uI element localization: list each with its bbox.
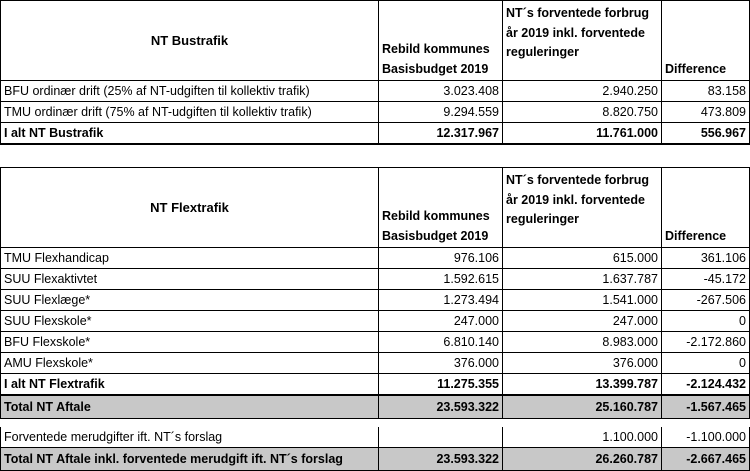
nt-value: 615.000 — [503, 248, 662, 269]
row-label: TMU ordinær drift (75% af NT-udgiften til kollektiv trafik) — [1, 102, 379, 123]
nt-value: 11.761.000 — [503, 123, 662, 145]
difference-value: -267.506 — [662, 290, 750, 311]
table-row — [1, 269, 750, 290]
nt-value: 1.541.000 — [503, 290, 662, 311]
flex-header-row — [1, 168, 750, 248]
row-label: Total NT Aftale — [1, 395, 379, 419]
nt-value: 1.637.787 — [503, 269, 662, 290]
table-row — [1, 353, 750, 374]
row-label: I alt NT Bustrafik — [1, 123, 379, 145]
table-row — [1, 311, 750, 332]
row-label: AMU Flexskole* — [1, 353, 379, 374]
spacer-row — [1, 419, 750, 428]
spacer-row — [1, 144, 750, 168]
column-header-diff — [662, 168, 750, 248]
table-row — [1, 290, 750, 311]
budget-value: 376.000 — [379, 353, 503, 374]
bus-header-row — [1, 1, 750, 81]
row-label: SUU Flexskole* — [1, 311, 379, 332]
column-header-diff — [662, 1, 750, 81]
budget-value: 1.273.494 — [379, 290, 503, 311]
difference-value: -2.172.860 — [662, 332, 750, 353]
flex-total-row — [1, 374, 750, 396]
nt-value: 376.000 — [503, 353, 662, 374]
budget-value: 11.275.355 — [379, 374, 503, 396]
row-label: TMU Flexhandicap — [1, 248, 379, 269]
bus-total-row — [1, 123, 750, 145]
nt-value: 26.260.787 — [503, 448, 662, 471]
nt-value: 25.160.787 — [503, 395, 662, 419]
budget-value: 9.294.559 — [379, 102, 503, 123]
budget-value: 23.593.322 — [379, 448, 503, 471]
column-header-text: Rebild kommunes Basisbudget 2019 — [382, 42, 490, 76]
section-title: NT Bustrafik — [1, 1, 379, 81]
difference-value: -1.567.465 — [662, 395, 750, 419]
table-row — [1, 81, 750, 102]
column-header-nt — [503, 1, 662, 81]
row-label: BFU ordinær drift (25% af NT-udgiften til kollektiv trafik) — [1, 81, 379, 102]
table-row — [1, 102, 750, 123]
budget-value: 976.106 — [379, 248, 503, 269]
budget-value: 23.593.322 — [379, 395, 503, 419]
row-label: I alt NT Flextrafik — [1, 374, 379, 396]
column-header-text: Difference — [665, 228, 727, 243]
difference-value: -2.667.465 — [662, 448, 750, 471]
grand-total-row — [1, 395, 750, 419]
budget-value: 1.592.615 — [379, 269, 503, 290]
budget-value: 247.000 — [379, 311, 503, 332]
column-header-nt — [503, 168, 662, 248]
difference-value: 83.158 — [662, 81, 750, 102]
budget-value: 6.810.140 — [379, 332, 503, 353]
nt-value: 247.000 — [503, 311, 662, 332]
nt-value: 8.820.750 — [503, 102, 662, 123]
column-header-text: Difference — [665, 61, 727, 76]
extra-cost-row — [1, 427, 750, 448]
table-row — [1, 248, 750, 269]
budget-value: 12.317.967 — [379, 123, 503, 145]
nt-value: 1.100.000 — [503, 427, 662, 448]
column-header-budget — [379, 168, 503, 248]
section-title: NT Flextrafik — [1, 168, 379, 248]
difference-value: 556.967 — [662, 123, 750, 145]
difference-value: -2.124.432 — [662, 374, 750, 396]
difference-value: 0 — [662, 353, 750, 374]
column-header-text: NT´s forventede forbrug år 2019 inkl. forventede reguleringer — [506, 6, 650, 59]
column-header-budget — [379, 1, 503, 81]
budget-value: 3.023.408 — [379, 81, 503, 102]
row-label: Forventede merudgifter ift. NT´s forslag — [1, 427, 379, 448]
table-row — [1, 332, 750, 353]
difference-value: 473.809 — [662, 102, 750, 123]
nt-value: 2.940.250 — [503, 81, 662, 102]
difference-value: 361.106 — [662, 248, 750, 269]
nt-value: 8.983.000 — [503, 332, 662, 353]
column-header-text: Rebild kommunes Basisbudget 2019 — [382, 209, 490, 243]
difference-value: -1.100.000 — [662, 427, 750, 448]
final-total-row — [1, 448, 750, 471]
row-label: Total NT Aftale inkl. forventede merudgift ift. NT´s forslag — [1, 448, 379, 471]
difference-value: -45.172 — [662, 269, 750, 290]
row-label: BFU Flexskole* — [1, 332, 379, 353]
row-label: SUU Flexaktivtet — [1, 269, 379, 290]
difference-value: 0 — [662, 311, 750, 332]
column-header-text: NT´s forventede forbrug år 2019 inkl. forventede reguleringer — [506, 173, 650, 226]
budget-value — [379, 427, 503, 448]
nt-value: 13.399.787 — [503, 374, 662, 396]
row-label: SUU Flexlæge* — [1, 290, 379, 311]
